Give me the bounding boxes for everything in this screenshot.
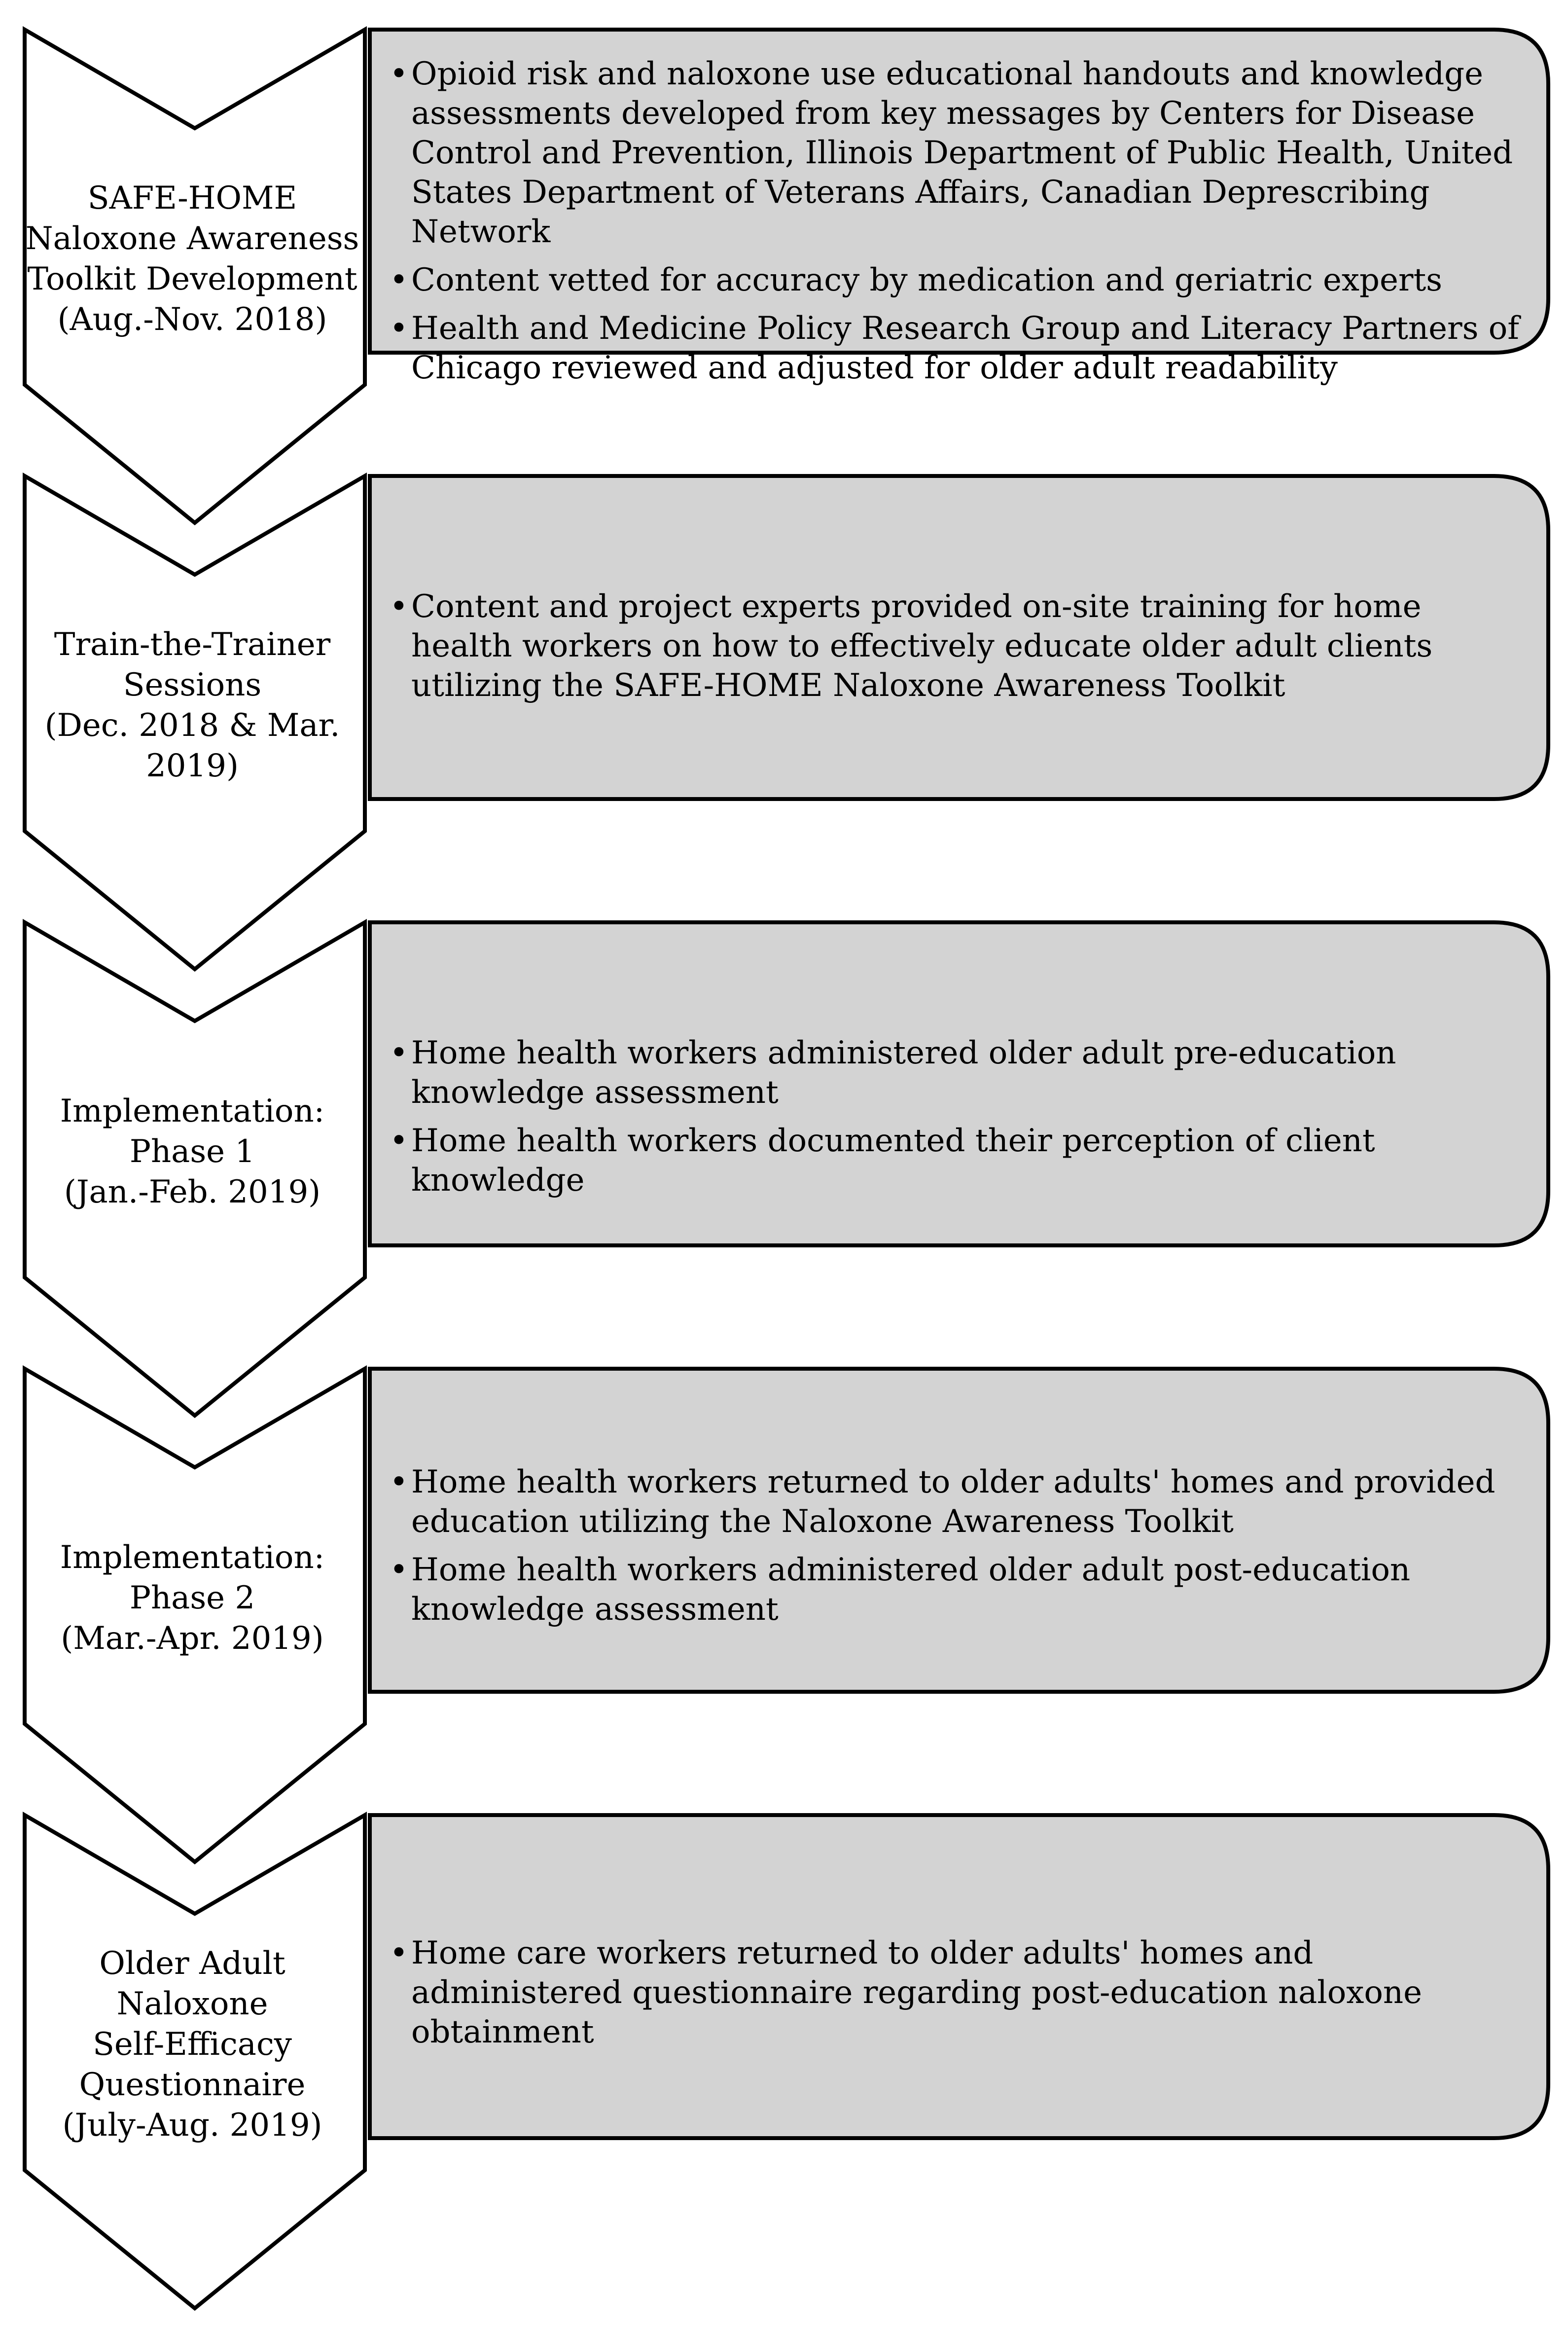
step-bullet-text: Home health workers administered older adult post-education knowledge assessment [411, 1552, 1411, 1628]
step-date: (Aug.-Nov. 2018) [57, 301, 327, 338]
step-label [20, 1919, 365, 2170]
step-bullet-text: Content and project experts provided on-site training for home health workers on how to effectively educate older adult clients utilizing the SAFE-HOME Naloxone Awareness Toolkit [411, 588, 1433, 704]
step-label [20, 580, 365, 831]
step-bullet-text: Opioid risk and naloxone use educational handouts and knowledge assessments developed from key messages by Centers for Disease Control and Prevention, Illinois Department of Public Health, United States Department of Veterans Affairs, Canadian Deprescribing Network [411, 56, 1513, 250]
step-bullet-text: Health and Medicine Policy Research Group and Literacy Partners of Chicago reviewed and adjusted for older adult readability [411, 310, 1519, 386]
step-label [20, 133, 365, 385]
step-date: (July-Aug. 2019) [62, 2107, 322, 2144]
step-bullet [390, 260, 1524, 300]
step-date: (Jan.-Feb. 2019) [64, 1174, 321, 1210]
step-title: Train-the-Trainer Sessions [54, 626, 331, 703]
bullet-dot-icon: • [390, 1035, 408, 1071]
step-bullet-text: Content vetted for accuracy by medication and geriatric experts [411, 262, 1442, 298]
step-bullet-text: Home health workers administered older adult pre-education knowledge assessment [411, 1035, 1396, 1111]
step-bullet-list [390, 587, 1524, 705]
bullet-dot-icon: • [390, 1935, 408, 1971]
bullet-dot-icon: • [390, 310, 408, 347]
step-title: SAFE-HOME Naloxone Awareness Toolkit Development [25, 180, 359, 297]
step-bullet-list [390, 1462, 1524, 1629]
step-bullet [390, 54, 1524, 252]
step-bullet [390, 1462, 1524, 1541]
bullet-dot-icon: • [390, 56, 408, 92]
step-bullet-text: Home health workers returned to older adults' homes and provided education utilizing the Naloxone Awareness Toolkit [411, 1464, 1496, 1540]
step-date: (Mar.-Apr. 2019) [61, 1620, 324, 1657]
step-bullet [390, 1550, 1524, 1629]
bullet-dot-icon: • [390, 1123, 408, 1159]
step-bullet-list [390, 1933, 1524, 2052]
step-title: Implementation: Phase 1 [60, 1093, 325, 1170]
step-bullet [390, 587, 1524, 705]
bullet-dot-icon: • [390, 588, 408, 625]
bullet-dot-icon: • [390, 1552, 408, 1588]
step-bullet-list [390, 54, 1524, 388]
step-label [20, 1472, 365, 1724]
step-bullet [390, 1033, 1524, 1112]
step-bullet-list [390, 1033, 1524, 1200]
step-title: Older Adult Naloxone Self-Efficacy Questionnaire [79, 1945, 306, 2103]
step-bullet [390, 1121, 1524, 1200]
step-bullet-text: Home care workers returned to older adults' homes and administered questionnaire regarding post-education naloxone obtainment [411, 1935, 1422, 2050]
bullet-dot-icon: • [390, 262, 408, 298]
bullet-dot-icon: • [390, 1464, 408, 1500]
step-bullet-text: Home health workers documented their perception of client knowledge [411, 1123, 1375, 1199]
step-bullet [390, 1933, 1524, 2052]
step-bullet [390, 309, 1524, 388]
step-label [20, 1026, 365, 1277]
step-date: (Dec. 2018 & Mar. 2019) [44, 707, 340, 784]
step-title: Implementation: Phase 2 [60, 1539, 325, 1616]
